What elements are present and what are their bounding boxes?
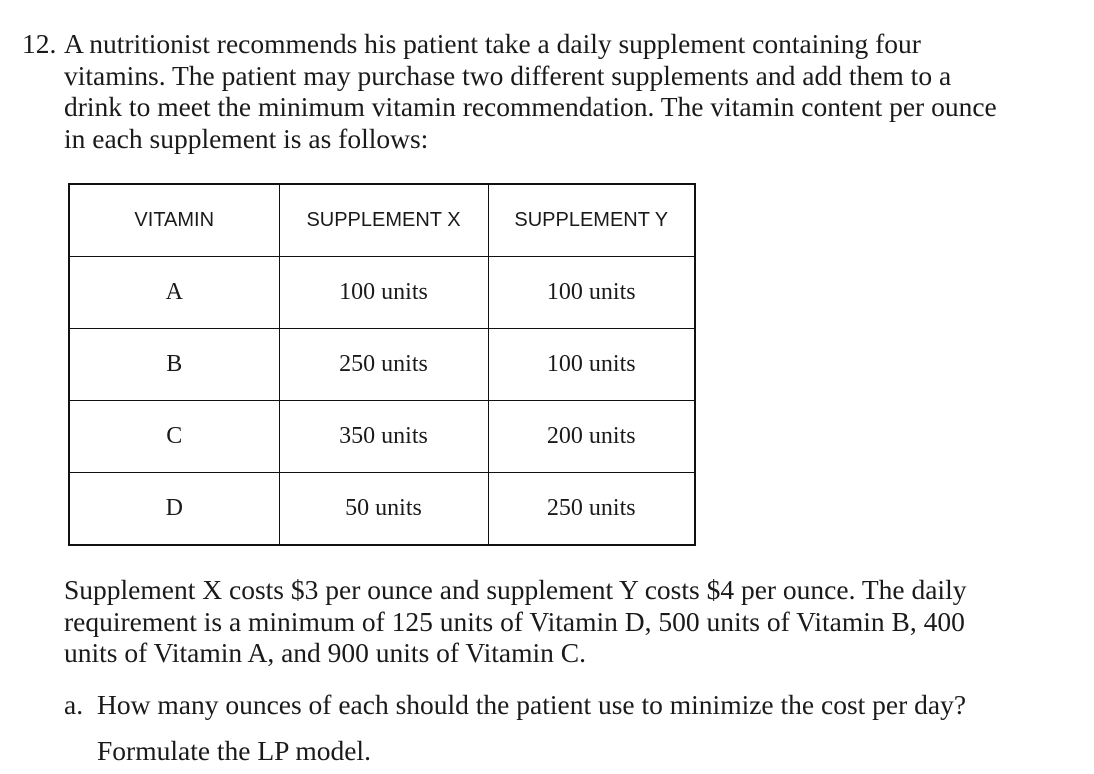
- vitamin-cell: C: [69, 401, 279, 473]
- formulate-instruction: Formulate the LP model.: [97, 735, 371, 766]
- supplement-x-cell: 50 units: [279, 473, 488, 546]
- table-header-row: [69, 184, 695, 257]
- question-number: 12.: [22, 28, 57, 59]
- header-vitamin: VITAMIN: [69, 184, 279, 257]
- supplement-y-cell: 250 units: [488, 473, 695, 546]
- part-a-letter: a.: [64, 689, 84, 720]
- supplement-y-cell: 100 units: [488, 329, 695, 401]
- costs-paragraph: Supplement X costs $3 per ounce and supplement Y costs $4 per ounce. The daily requirement is a minimum of 125 units of Vitamin D, 500 units of Vitamin B, 400 units of Vitamin A, and 900 units of Vitamin C.: [64, 574, 967, 668]
- supplement-y-cell: 100 units: [488, 257, 695, 329]
- vitamin-table: [68, 183, 696, 546]
- vitamin-cell: B: [69, 329, 279, 401]
- vitamin-cell: D: [69, 473, 279, 546]
- table-row: [69, 329, 695, 401]
- table-row: [69, 401, 695, 473]
- supplement-x-cell: 350 units: [279, 401, 488, 473]
- supplement-y-cell: 200 units: [488, 401, 695, 473]
- table-row: [69, 257, 695, 329]
- supplement-x-cell: 250 units: [279, 329, 488, 401]
- header-supplement-x: SUPPLEMENT X: [279, 184, 488, 257]
- table-row: [69, 473, 695, 546]
- header-supplement-y: SUPPLEMENT Y: [488, 184, 695, 257]
- problem-12: [22, 28, 1082, 154]
- supplement-x-cell: 100 units: [279, 257, 488, 329]
- part-a-text: How many ounces of each should the patient use to minimize the cost per day?: [97, 689, 967, 720]
- vitamin-cell: A: [69, 257, 279, 329]
- part-a-question: [64, 689, 1064, 721]
- intro-text: A nutritionist recommends his patient take a daily supplement containing four vitamins. The patient may purchase two different supplements and add them to a drink to meet the minimum vitamin recommendation. The vitamin content per ounce in each supplement is as follows:: [64, 28, 997, 154]
- problem-intro: [22, 28, 1082, 154]
